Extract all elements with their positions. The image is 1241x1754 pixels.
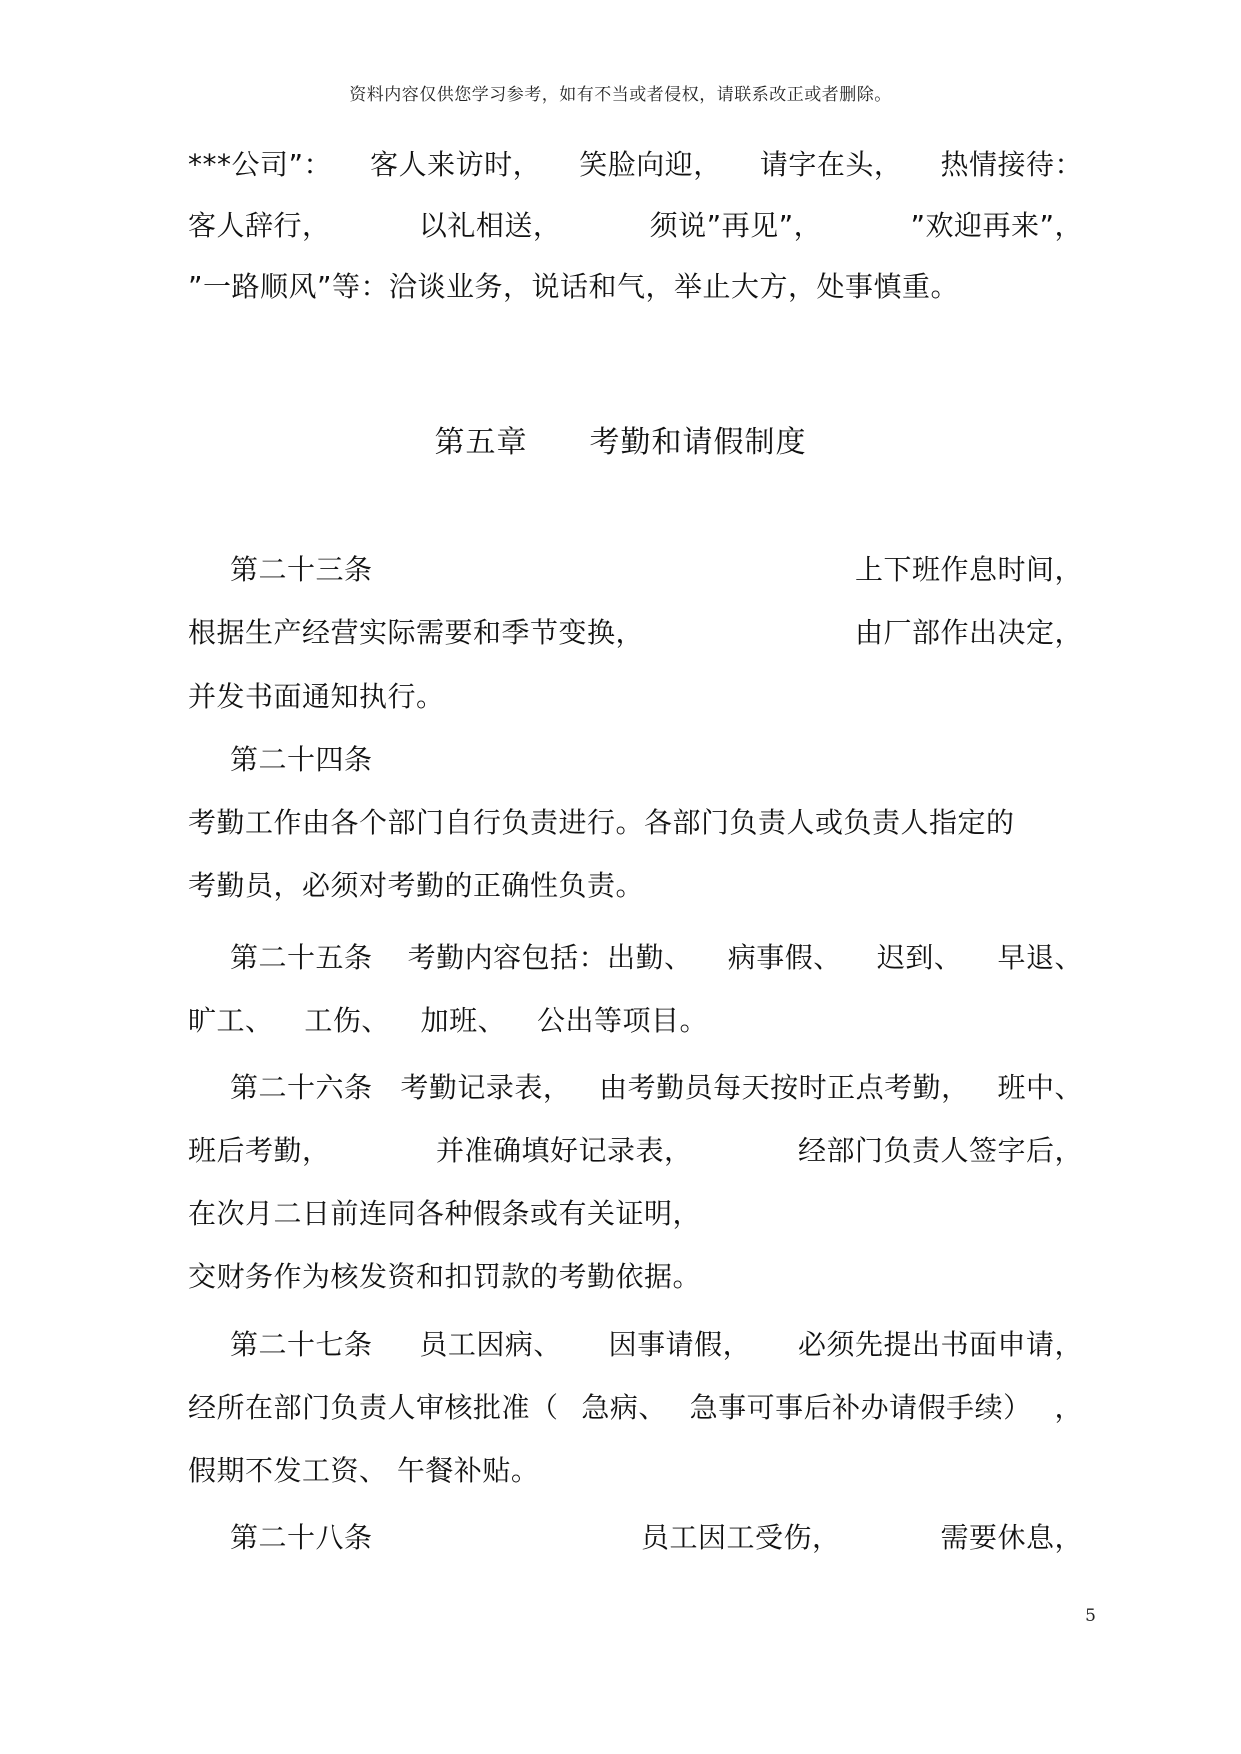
- text-segment: 客人来访时，: [370, 148, 542, 181]
- text-segment: 并准确填好记录表，: [435, 1134, 693, 1167]
- article-26-line-2: [188, 1129, 1083, 1173]
- text-segment: ***公司”：: [188, 148, 333, 181]
- article-label: 第二十六条: [230, 1071, 373, 1104]
- text-segment: 热情接待：: [940, 148, 1083, 181]
- text-segment: ，: [1054, 1391, 1083, 1424]
- intro-line-1: [188, 143, 1083, 187]
- text-segment: 需要休息，: [940, 1521, 1083, 1554]
- article-label: 第二十八条: [230, 1521, 373, 1554]
- article-24-line-2: 考勤工作由各个部门自行负责进行。各部门负责人或负责人指定的: [188, 806, 1015, 839]
- text-segment: 以礼相送，: [418, 209, 562, 242]
- header-note: 资料内容仅供您学习参考，如有不当或者侵权，请联系改正或者删除。: [349, 85, 892, 105]
- chapter-title: 第五章 考勤和请假制度: [434, 425, 807, 460]
- text-segment: 上下班作息时间，: [854, 553, 1083, 586]
- text-segment: 请字在头，: [759, 148, 903, 181]
- text-segment: 须说”再见”，: [649, 209, 823, 242]
- article-28-line-1: [230, 1516, 1083, 1560]
- article-label: 第二十五条: [230, 941, 373, 974]
- article-27-line-2: [188, 1386, 1083, 1430]
- text-segment: 客人辞行，: [188, 209, 331, 242]
- text-segment: 必须先提出书面申请，: [797, 1328, 1083, 1361]
- intro-line-2: [188, 204, 1083, 248]
- text-segment: 根据生产经营实际需要和季节变换，: [188, 616, 645, 649]
- text-segment: 员工因工受伤，: [640, 1521, 841, 1554]
- text-segment: 考勤内容包括：出勤、: [407, 941, 693, 974]
- article-24-line-3: 考勤员，必须对考勤的正确性负责。: [188, 869, 645, 902]
- article-24-line-1: 第二十四条: [230, 743, 373, 776]
- text-segment: 由厂部作出决定，: [854, 616, 1083, 649]
- text-segment: 早退、: [997, 941, 1083, 974]
- text-segment: 加班、: [420, 1004, 507, 1037]
- intro-line-3: ”一路顺风”等：洽谈业务，说话和气，举止大方，处事慎重。: [188, 270, 960, 303]
- text-segment: 班后考勤，: [188, 1134, 331, 1167]
- article-26-line-1: [230, 1066, 1083, 1110]
- text-segment: 经部门负责人签字后，: [797, 1134, 1083, 1167]
- article-23-line-3: 并发书面通知执行。: [188, 680, 445, 713]
- article-23-line-2: [188, 611, 1083, 655]
- text-segment: 工伤、: [304, 1004, 390, 1037]
- article-27-line-1: [230, 1323, 1083, 1367]
- text-segment: 迟到、: [876, 941, 963, 974]
- text-segment: ”欢迎再来”，: [910, 209, 1083, 242]
- article-26-line-3: 在次月二日前连同各种假条或有关证明，: [188, 1197, 702, 1230]
- text-segment: 病事假、: [727, 941, 842, 974]
- article-27-line-3: 假期不发工资、 午餐补贴。: [188, 1454, 540, 1487]
- text-segment: 班中、: [997, 1071, 1083, 1104]
- text-segment: 考勤记录表，: [400, 1071, 572, 1104]
- article-26-line-4: 交财务作为核发资和扣罚款的考勤依据。: [188, 1260, 702, 1293]
- article-label: 第二十三条: [230, 553, 373, 586]
- text-segment: 旷工、: [188, 1004, 274, 1037]
- text-segment: 经所在部门负责人审核批准（: [188, 1391, 559, 1424]
- article-25-line-2: [188, 999, 708, 1043]
- text-segment: 急病、: [581, 1391, 667, 1424]
- text-segment: 急事可事后补办请假手续）: [689, 1391, 1032, 1424]
- text-segment: 由考勤员每天按时正点考勤，: [599, 1071, 970, 1104]
- page-number: 5: [1085, 1606, 1096, 1626]
- text-segment: 员工因病、: [419, 1328, 562, 1361]
- text-segment: 因事请假，: [608, 1328, 752, 1361]
- text-segment: 公出等项目。: [536, 1004, 708, 1037]
- article-25-line-1: [230, 936, 1083, 980]
- article-23-line-1: [230, 548, 1083, 592]
- text-segment: 笑脸向迎，: [579, 148, 722, 181]
- article-label: 第二十七条: [230, 1328, 373, 1361]
